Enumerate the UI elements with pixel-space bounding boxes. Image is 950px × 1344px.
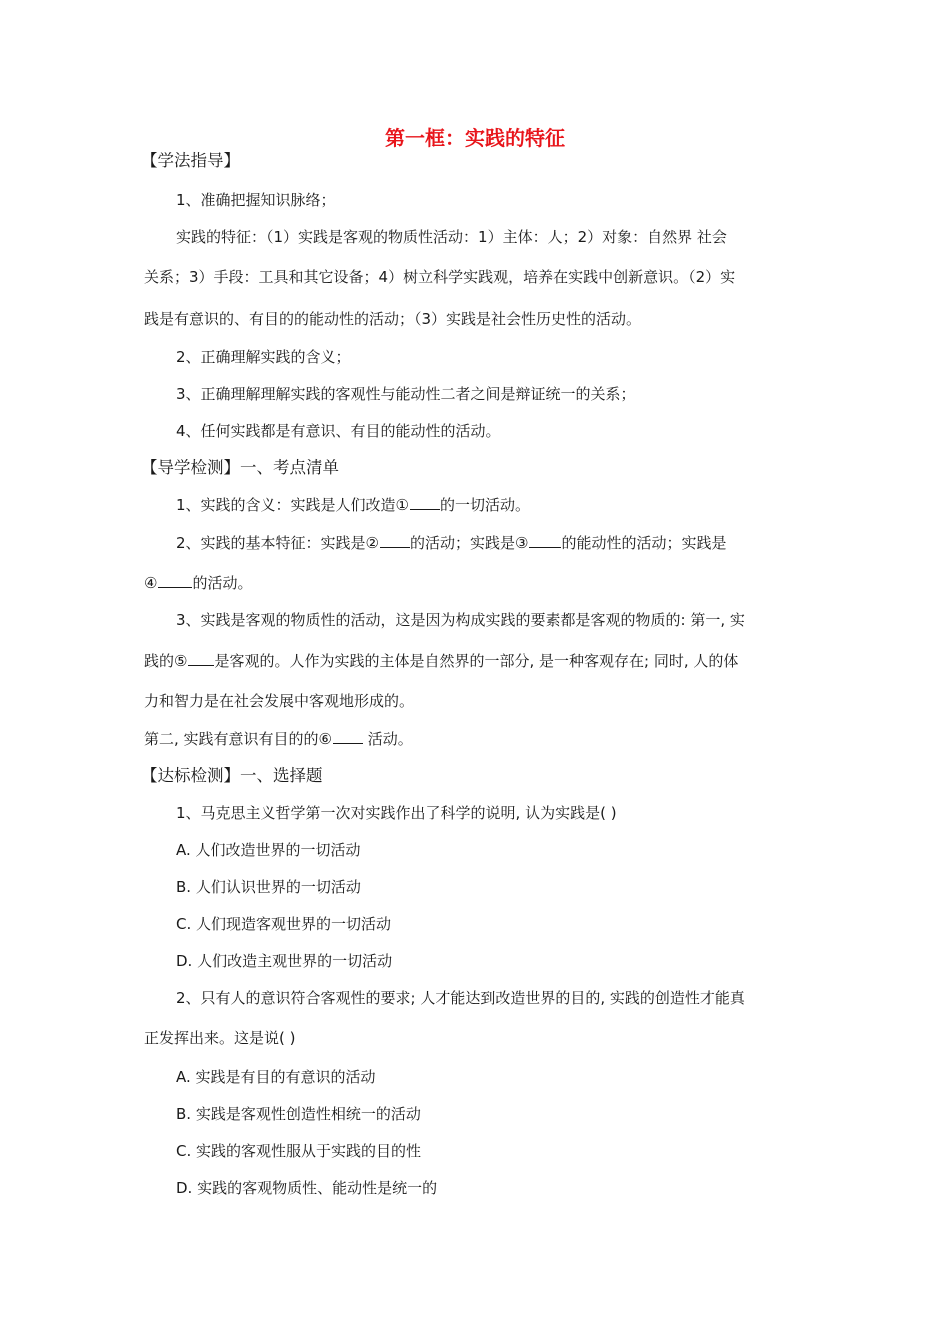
blank-marker-3: ③ <box>515 534 529 552</box>
choice-2-option-d[interactable]: D. 实践的客观物质性、能动性是统一的 <box>176 1179 438 1197</box>
section-heading-guided-check: 【导学检测】一、考点清单 <box>141 458 339 477</box>
choice-1-option-a[interactable]: A. 人们改造世界的一切活动 <box>176 841 361 859</box>
fill-question-1: 1、实践的含义：实践是人们改造① 的一切活动。 <box>176 496 531 514</box>
fill-question-2-cont: ④ 的活动。 <box>144 574 253 592</box>
choice-1-option-d[interactable]: D. 人们改造主观世界的一切活动 <box>176 952 393 970</box>
guide-item-4: 4、任何实践都是有意识、有目的能动性的活动。 <box>176 422 501 440</box>
guide-item-1: 1、准确把握知识脉络； <box>176 191 336 209</box>
blank-marker-5: ⑤ <box>174 652 188 670</box>
choice-1-option-b[interactable]: B. 人们认识世界的一切活动 <box>176 878 361 896</box>
choice-2-option-a[interactable]: A. 实践是有目的有意识的活动 <box>176 1068 376 1086</box>
answer-blank-2[interactable] <box>380 533 410 548</box>
answer-blank-1[interactable] <box>410 495 440 510</box>
guide-item-3: 3、正确理解理解实践的客观性与能动性二者之间是辩证统一的关系； <box>176 385 636 403</box>
fill-question-2: 2、实践的基本特征：实践是② 的活动；实践是③ 的能动性的活动；实践是 <box>176 534 727 552</box>
fill-question-4: 第二, 实践有意识有目的的⑥ 活动。 <box>144 730 413 748</box>
section-heading-standard-check: 【达标检测】一、选择题 <box>141 766 323 785</box>
choice-2-option-c[interactable]: C. 实践的客观性服从于实践的目的性 <box>176 1142 422 1160</box>
answer-blank-4[interactable] <box>158 573 192 588</box>
guide-paragraph-line-1: 实践的特征：（1）实践是客观的物质性活动：1）主体：人；2）对象：自然界 社会 <box>176 228 727 246</box>
choice-1-option-c[interactable]: C. 人们现造客观世界的一切活动 <box>176 915 392 933</box>
choice-question-2-line-2: 正发挥出来。这是说( ) <box>144 1029 296 1047</box>
answer-blank-3[interactable] <box>529 533 561 548</box>
answer-blank-6[interactable] <box>333 729 363 744</box>
answer-blank-5[interactable] <box>188 651 214 666</box>
fill-question-3-line-3: 力和智力是在社会发展中客观地形成的。 <box>144 692 415 710</box>
fill-question-3-line-2: 践的⑤ 是客观的。人作为实践的主体是自然界的一部分, 是一种客观存在; 同时, 人的体 <box>144 652 739 670</box>
page-title: 第一框：实践的特征 <box>385 126 565 150</box>
fill-question-3-line-1: 3、实践是客观的物质性的活动，这是因为构成实践的要素都是客观的物质的: 第一, 实 <box>176 611 745 629</box>
blank-marker-6: ⑥ <box>318 730 332 748</box>
section-heading-study-guide: 【学法指导】 <box>141 151 240 170</box>
guide-item-2: 2、正确理解实践的含义； <box>176 348 351 366</box>
choice-question-1: 1、马克思主义哲学第一次对实践作出了科学的说明, 认为实践是( ) <box>176 804 617 822</box>
choice-question-2-line-1: 2、只有人的意识符合客观性的要求; 人才能达到改造世界的目的, 实践的创造性才能真 <box>176 989 745 1007</box>
guide-paragraph-line-2: 关系；3）手段：工具和其它设备；4）树立科学实践观，培养在实践中创新意识。（2）实 <box>144 268 736 286</box>
choice-2-option-b[interactable]: B. 实践是客观性创造性相统一的活动 <box>176 1105 421 1123</box>
blank-marker-1: ① <box>395 496 409 514</box>
blank-marker-2: ② <box>365 534 379 552</box>
guide-paragraph-line-3: 践是有意识的、有目的的能动性的活动；（3）实践是社会性历史性的活动。 <box>144 310 642 328</box>
blank-marker-4: ④ <box>144 574 158 592</box>
